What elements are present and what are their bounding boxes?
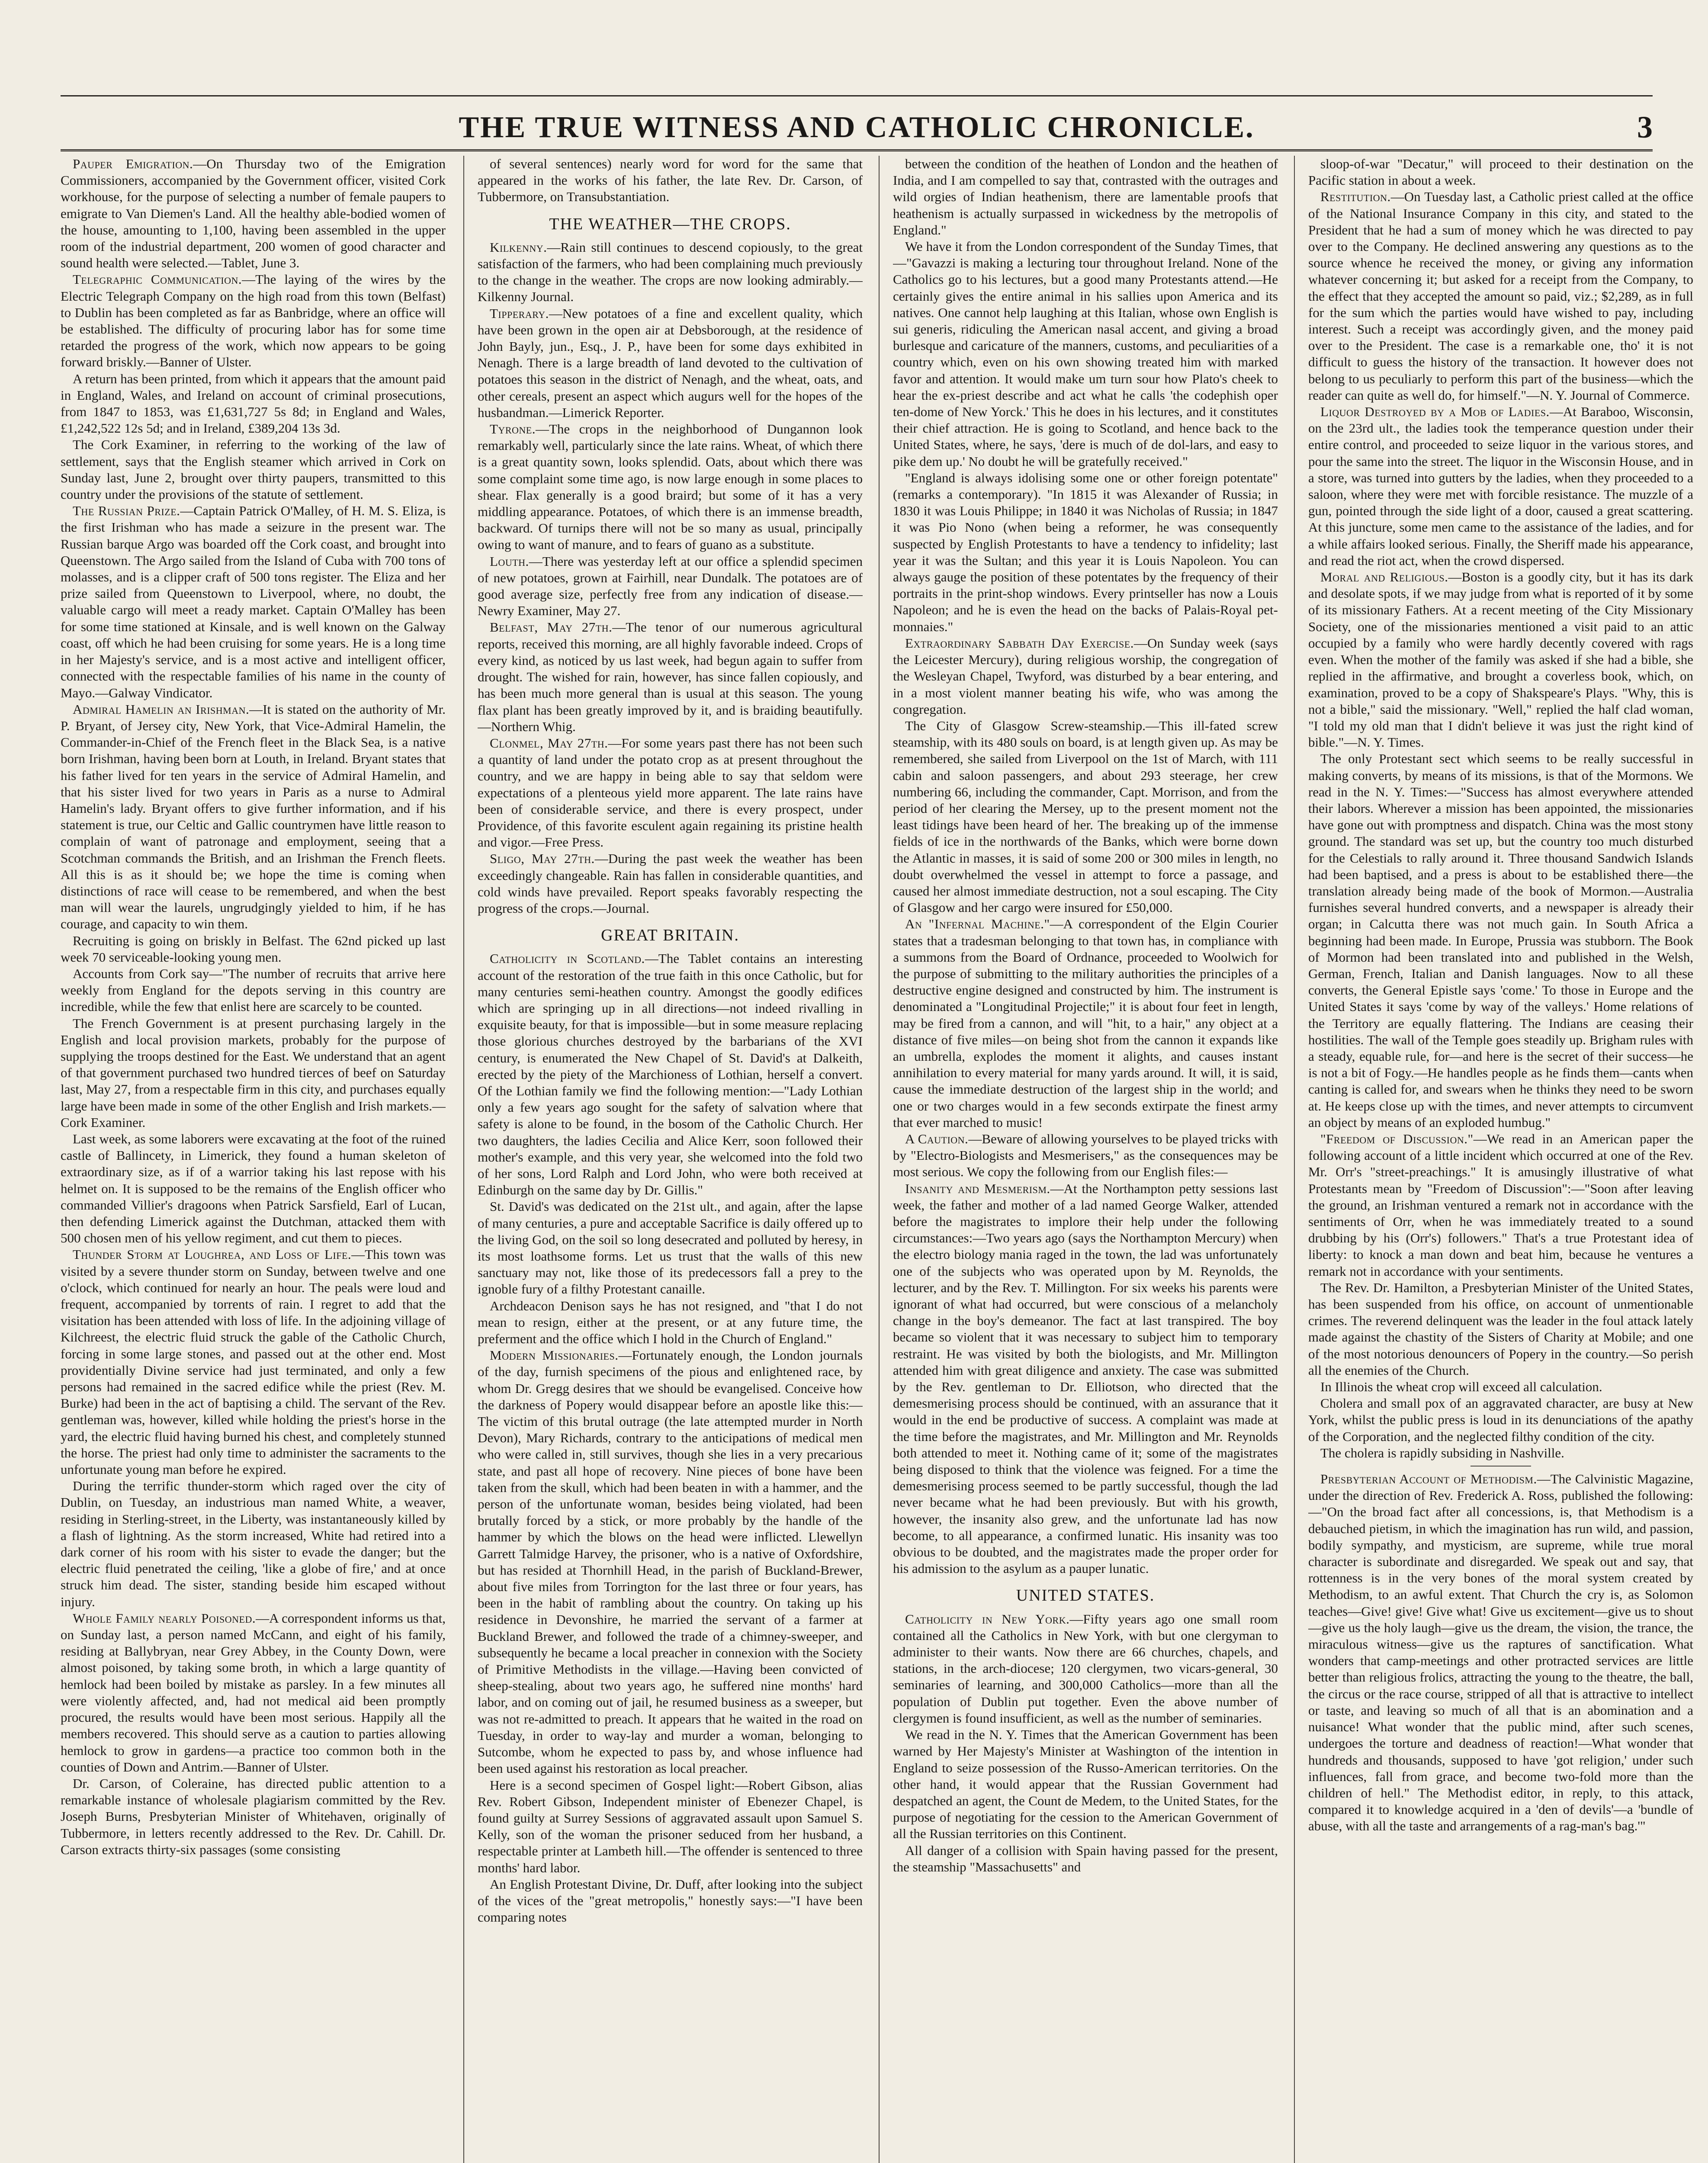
- page-number: 3: [1637, 110, 1653, 144]
- article-text: The cholera is rapidly subsiding in Nashville.: [1320, 1445, 1564, 1460]
- article-paragraph: [61, 966, 446, 1015]
- article-lead: Whole Family nearly Poisoned.: [73, 1610, 256, 1626]
- article-paragraph: [1308, 1280, 1693, 1379]
- article-text: In Illinois the wheat crop will exceed all calculation.: [1320, 1379, 1602, 1395]
- article-paragraph: [61, 1775, 446, 1858]
- article-text: St. David's was dedicated on the 21st ult., and again, after the lapse of many centuries, a pure and acceptable Sacrifice is daily offered up to the living God, on the soil so long desecrated and polluted by heresy, in its most loathsome forms. Let us trust that the walls of this new sanctuary may not, like those of its predecessors fall a prey to the ignoble fury of a filthy Protestant canaille.: [478, 1199, 863, 1297]
- article-paragraph: [478, 421, 863, 553]
- article-text: —For some years past there has not been such a quantity of land under the potato crop as at present throughout the country, and we are happy in being able to say that seldom were expectations of a plenteous yield more apparent. The late rains have been of considerable service, and there is every prospect, under Providence, of this favorite esculent again regaining its pristine health and vigor.—Free Press.: [478, 735, 863, 850]
- article-text: —A correspondent informs us that, on Sunday last, a person named McCann, and eight of his family, residing at Ballybryan, near Grey Abbey, in the County Down, were almost poisoned, by taking some broth, in which a large quantity of hemlock had been boiled by mistake as parsley. In a few minutes all were violently affected, and, had not medical aid been promptly procured, the results would have been most serious. Happily all the members recovered. This should serve as a caution to parties allowing hemlock to grow in gardens—a practice too common both in the counties of Down and Antrim.—Banner of Ulster.: [61, 1610, 446, 1775]
- article-paragraph: [61, 436, 446, 503]
- article-lead: Extraordinary Sabbath Day Exercise.: [905, 635, 1134, 651]
- article-text: All danger of a collision with Spain having passed for the present, the steamship "Massachusetts" and: [893, 1842, 1278, 1874]
- article-paragraph: [1308, 404, 1693, 569]
- article-lead: Thunder Storm at Loughrea, and Loss of Life.: [73, 1247, 352, 1262]
- article-paragraph: [61, 1246, 446, 1478]
- article-paragraph: [1308, 1379, 1693, 1395]
- article-paragraph: [1308, 156, 1693, 189]
- article-text: —It is stated on the authority of Mr. P. Bryant, of Jersey city, New York, that Vice-Admiral Hamelin, the Commander-in-Chief of the French fleet in the Black Sea, is a native born Irishman, having been born at Louth, in Ireland. Bryant states that his father lived for ten years in the service of Admiral Hamelin, and that his sister lived for two years in Paris as a nurse to Admiral Hamelin's lady. Bryant offers to give further information, and if his statement is true, our Celtic and Gallic countrymen have little reason to complain of want of patronage and employment, seeing that a Scotchman commands the British, and an Irishman the French fleets. All this is as it should be; we hope the time is coming when distinctions of race will cease to be remembered, and when the best man will wear the laurels, ungrudgingly yielded to him, if he has courage, and capacity to win them.: [61, 701, 446, 932]
- article-text: The City of Glasgow Screw-steamship.—This ill-fated screw steamship, with its 480 souls on board, is at length given up. As may be remembered, she sailed from Liverpool on the 1st of March, with 111 cabin and saloon passengers, and about 293 steerage, her crew numbering 66, including the commander, Capt. Morrison, and from the period of her clearing the Mersey, up to the present moment not the least tidings have been heard of her. The breaking up of the immense fields of ice in the northwards of the Banks, which were borne down the Atlantic in masses, it is said of some 200 or 300 miles in length, no doubt overwhelmed the vessel in attempt to force a passage, and caused her almost immediate destruction, not a soul escaping. The City of Glasgow and her cargo were insured for £50,000.: [893, 718, 1278, 915]
- article-text: Cholera and small pox of an aggravated character, are busy at New York, whilst the public press is loud in its denunciations of the apathy of the Corporation, and the neglected filthy condition of the city.: [1308, 1396, 1693, 1444]
- column-1: [61, 156, 446, 2163]
- article-text: —On Tuesday last, a Catholic priest called at the office of the National Insurance Company in this city, and stated to the President that he had a sum of money which he was directed to pay over to the Company. He declined answering any questions as to the source whence he received the money, or giving any information whatever concerning it; but asked for a receipt from the Company, to the effect that they accepted the amount so paid, viz.; $2,289, as in full for the sum which the parties would have wished to pay, including interest. Such a receipt was accordingly given, and the money paid over to the President. The case is a remarkable one, tho' it is not difficult to guess the history of the transaction. It however does not belong to us peculiarly to perform this part of the business—which the reader can quite as well do, for himself."—N. Y. Journal of Commerce.: [1308, 189, 1693, 403]
- article-text: —The Calvinistic Magazine, under the direction of Rev. Frederick A. Ross, published the following:—"On the broad fact after all concessions, is, that Methodism is a debauched pietism, in which the imagination has run wild, and passion, bodily sympathy, and mysticism, are supreme, while true moral character is subordinate and disregarded. We speak out and say, that rottenness is in the very bones of the moral system created by Methodism, to an awful extent. That Church the cry is, as Solomon teaches—Give! give! Give what! Give us excitement—give us to shout—give us the holy laugh—give us the dream, the vision, the trance, the miraculous witness—give us the raptures of sanctification. What wonders that camp-meetings and other protracted services are little better than religious frolics, attracting the young to the theatre, the ball, the circus or the race course, stripped of all that is attractive to intellect or taste, and leaving so much of all that is an abomination and a nuisance! What wonder that the public mind, after such scenes, undergoes the torture and deadness of reaction!—What wonder that hundreds and thousands, supposed to have 'got religion,' under such influences, fall from grace, and become two-fold more than the children of hell." The Methodist editor, in reply, to this attack, compared it to knowledge acquired in a 'den of devils'—a 'bundle of abuse, with all the taste and arrangements of a rag-man's bag.'": [1308, 1471, 1693, 1834]
- article-lead: Pauper Emigration.: [73, 156, 193, 171]
- article-text: —Beware of allowing yourselves to be played tricks with by "Electro-Biologists and Mesmerisers," as the consequences may be most serious. We copy the following from our English files:—: [893, 1131, 1278, 1180]
- article-text: —Boston is a goodly city, but it has its dark and desolate spots, if we may judge from what is reported of it by some of its missionary Fathers. At a recent meeting of the City Missionary Society, one of the missionaries mentioned a visit paid to an attic occupied by a family who were hardly decently covered with rags even. When the mother of the family was asked if she had a bible, she replied in the affirmative, and brought a coverless book, which, on examination, proved to be a copy of Shakspeare's Plays. "Why, this is not a bible," said the missionary. "Well," replied the half clad woman, "I told my old man that I didn't believe it was just the right kind of bible."—N. Y. Times.: [1308, 569, 1693, 750]
- column-divider: [879, 156, 880, 2163]
- article-lead: An "Infernal Machine.": [905, 916, 1050, 932]
- article-text: —On Thursday two of the Emigration Commissioners, accompanied by the Government officer, visited Cork workhouse, for the purpose of selecting a number of female paupers to emigrate to Van Diemen's Land. All the healthy able-bodied women of the house, amounting to 1,100, having been assembled in the upper room of the industrial department, 200 women of good character and sound health were selected.—Tablet, June 3.: [61, 156, 446, 271]
- article-paragraph: [61, 1131, 446, 1246]
- article-paragraph: [893, 470, 1278, 635]
- article-paragraph: [478, 850, 863, 917]
- article-paragraph: [1308, 569, 1693, 751]
- article-paragraph: [1308, 1395, 1693, 1445]
- article-paragraph: [893, 1131, 1278, 1181]
- article-text: Here is a second specimen of Gospel light:—Robert Gibson, alias Rev. Robert Gibson, Independent minister of Ebenezer Chapel, is found guilty at Surrey Sessions of aggravated assault upon Samuel S. Kelly, son of the woman the prisoner seduced from her husband, a respectable printer at Lambeth hill.—The offender is sentenced to three months' hard labor.: [478, 1777, 863, 1875]
- article-paragraph: [478, 239, 863, 305]
- article-paragraph: [478, 553, 863, 619]
- article-lead: Presbyterian Account of Methodism.: [1320, 1471, 1537, 1487]
- article-text: "England is always idolising some one or other foreign potentate" (remarks a contemporary). "In 1815 it was Alexander of Russia; in 1830 it was Louis Philippe; in 1840 it was Nicholas of Russia; in 1847 it was Pio Nono (when being a reformer, he was consequently suspected by English Protestants to have a tendency to infidelity; last year it was the Sultan; and this year it is Louis Napoleon. You can always gauge the position of these potentates by the frequency of their portraits in the print-shop windows. Every printseller has now a Louis Napoleon; and he is even the head on the backs of Palais-Royal pet-monnaies.": [893, 470, 1278, 634]
- article-paragraph: [893, 238, 1278, 470]
- article-paragraph: [893, 1611, 1278, 1727]
- article-text: sloop-of-war "Decatur," will proceed to their destination on the Pacific station in about a week.: [1308, 156, 1693, 188]
- article-paragraph: [893, 635, 1278, 718]
- article-text: We have it from the London correspondent of the Sunday Times, that—"Gavazzi is making a lecturing tour throughout Ireland. None of the Catholics go to his lectures, but a good many Protestants attend.—He certainly gives the entire animal in his sallies upon America and its natives. One cannot help laughing at this Italian, whose own English is sui generis, ridiculing the American nasal accent, and giving a broad burlesque and caricature of the manners, customs, and peculiarities of a country which, even on his own showing treated him with marked favor and attention. It would make um turn sour how Plato's cheek to hear the ex-priest describe and act what he calls 'the codephish oper ten-dome of New Yorck.' This he does in his lectures, and it constitutes their chief attraction. He is going to Scotland, and hence back to the United States, where, he says, 'dere is much of de dol-lars, and easy to pike dem up.' No doubt he will be gratefully received.": [893, 239, 1278, 469]
- article-text: —The crops in the neighborhood of Dungannon look remarkably well, particularly since the late rains. Wheat, of which there is a great quantity sown, looks splendid. Oats, about which there was some complaint some time ago, is now large enough in some places to shear. Flax generally is a good braird; but some of it has a very middling appearance. Potatoes, of which there is an immense breadth, backward. Of turnips there will not be so many as usual, principally owing to want of manure, and to fears of guano as a substitute.: [478, 421, 863, 552]
- article-lead: Sligo, May 27th.: [490, 851, 595, 866]
- column-divider: [463, 156, 464, 2163]
- article-text: Last week, as some laborers were excavating at the foot of the ruined castle of Ballincety, in Limerick, they found a human skeleton of extraordinary size, as if of a warrior taking his last repose with his helmet on. It is supposed to be the remains of the English officer who commanded Villier's dragoons when Patrick Sarsfield, Earl of Lucan, then defending Limerick against the Dutchman, attacked them with 500 chosen men of his yellow regiment, and cut them to pieces.: [61, 1131, 446, 1246]
- article-paragraph: [61, 371, 446, 437]
- article-lead: A Caution.: [905, 1131, 969, 1146]
- article-text: —Rain still continues to descend copiously, to the great satisfaction of the farmers, who had been complaining much previously to the change in the weather. The crops are now looking admirably.—Kilkenny Journal.: [478, 239, 863, 305]
- article-text: Recruiting is going on briskly in Belfast. The 62nd picked up last week 70 serviceable-looking young men.: [61, 933, 446, 965]
- article-text: Accounts from Cork say—"The number of recruits that arrive here weekly from England for the depots serving in this country are incredible, while the few that enlist here are scarcely to be counted.: [61, 966, 446, 1014]
- article-lead: Moral and Religious.: [1320, 569, 1448, 585]
- section-heading: GREAT BRITAIN.: [601, 926, 739, 945]
- article-paragraph: [893, 1727, 1278, 1842]
- article-paragraph: [893, 718, 1278, 916]
- article-text: Archdeacon Denison says he has not resigned, and "that I do not mean to resign, either at the present, or at any future time, the preferment and the office which I hold in the Church of England.": [478, 1298, 863, 1347]
- article-paragraph: [478, 1876, 863, 1926]
- article-lead: Belfast, May 27th.: [490, 619, 613, 635]
- article-paragraph: [893, 1842, 1278, 1875]
- article-lead: Admiral Hamelin an Irishman.: [73, 701, 250, 717]
- column-2: [478, 156, 863, 2163]
- article-text: —At the Northampton petty sessions last week, the father and mother of a lad named George Walker, attended before the magistrates to implore their help under the following circumstances:—Two years ago (says the Northampton Mercury) when the electro biology mania raged in the town, the lad was unfortunately one of the subjects who was operated upon by M. Reynolds, the lecturer, and by the Rev. T. Millington. For six weeks his parents were ignorant of what had occurred, but were conscious of a melancholy change in the boy's demeanor. The fact at last transpired. The boy became so violent that it was necessary to subject him to temporary restraint. He was visited by both the biologists, and Mr. Millington attended him with great diligence and anxiety. The case was submitted by the Rev. gentleman to Dr. Elliotson, who directed that the demesmerising process should be continued, with an assurance that it would in the end be productive of success. A complaint was made at the time before the magistrates, and Mr. Millington and Mr. Reynolds both attended to meet it. Nothing came of it; some of the magistrates being disposed to think that the violence was feigned. For a time the demesmerising process seemed to be partly successful, though the lad never became what he had been previously. But with his growth, however, the insanity also grew, and the unfortunate lad has now become, to all appearance, a confirmed lunatic. His insanity was too obvious to be doubted, and the magistrates made the proper order for his admission to the asylum as a pauper lunatic.: [893, 1181, 1278, 1576]
- article-lead: Louth.: [490, 553, 529, 569]
- article-text: of several sentences) nearly word for word for the same that appeared in the works of his father, the late Rev. Dr. Carson, of Tubbermore, on Transubstantiation.: [478, 156, 863, 205]
- article-text: —This town was visited by a severe thunder storm on Sunday, between twelve and one o'clock, which continued for nearly an hour. The peals were loud and frequent, accompanied by torrents of rain. I regret to add that the visitation has been attended with loss of life. In the adjoining village of Kilchreest, the electric fluid struck the gable of the Catholic Church, forcing in some large stones, and passed out at the other end. Most providentially Divine service had just terminated, and only a few persons had remained in the sacred edifice while the priest (Rev. M. Burke) had been in the act of baptising a child. The servant of the Rev. gentleman was, however, killed while holding the priest's horse in the yard, the electric fluid having burned his chest, and completely stunned the horse. The priest had only time to administer the sacraments to the unfortunate young man before he expired.: [61, 1247, 446, 1477]
- article-text: —Fifty years ago one small room contained all the Catholics in New York, with but one clergyman to administer to their wants. Now there are 66 churches, chapels, and stations, in the arch-diocese; 120 clergymen, two vicars-general, 30 seminaries of learning, and 300,000 Catholics—more than all the population of Dublin put together. Even the above number of clergymen is found insufficient, as well as the number of seminaries.: [893, 1611, 1278, 1726]
- article-paragraph: [478, 619, 863, 735]
- masthead-bottom-rule: [61, 149, 1653, 151]
- article-paragraph: [478, 1347, 863, 1777]
- newspaper-title: THE TRUE WITNESS AND CATHOLIC CHRONICLE.: [459, 111, 1255, 144]
- section-rule: [1470, 1466, 1531, 1467]
- article-text: between the condition of the heathen of London and the heathen of India, and I am compelled to say that, contrasted with the outrages and wild orgies of Indian heathenism, there are lamentable proofs that heathenism is actually surpassed in wickedness by the metropolis of England.": [893, 156, 1278, 237]
- article-text: —There was yesterday left at our office a splendid specimen of new potatoes, grown at Fairhill, near Dundalk. The potatoes are of good average size, perfectly free from any indication of disease.—Newry Examiner, May 27.: [478, 553, 863, 619]
- article-paragraph: [61, 1015, 446, 1131]
- masthead-top-rule: [61, 95, 1653, 96]
- masthead: [61, 97, 1653, 149]
- article-text: During the terrific thunder-storm which raged over the city of Dublin, on Tuesday, an industrious man named White, a weaver, residing in Sterling-street, in the Liberty, was instantaneously killed by a flash of lightning. As the storm increased, White had retired into a dark corner of his room with his sister to evade the danger; but the electric fluid penetrated the ceiling, 'like a globe of fire,' and at once struck him dead. The sister, standing beside him escaped without injury.: [61, 1478, 446, 1609]
- article-paragraph: [478, 1198, 863, 1297]
- article-paragraph: [478, 305, 863, 421]
- article-text: The Cork Examiner, in referring to the working of the law of settlement, says that the English steamer which arrived in Cork on Sunday last, June 2, brought over thirty paupers, transmitted to this country under the provisions of the statute of settlement.: [61, 437, 446, 502]
- column-4: [1308, 156, 1693, 2163]
- article-paragraph: [61, 503, 446, 701]
- article-text: The only Protestant sect which seems to be really successful in making converts, by means of its missions, is that of the Mormons. We read in the N. Y. Times:—"Success has almost everywhere attended their labors. Wherever a mission has been appointed, the missionaries have gone out with promptness and dispatch. China was the most stony ground. The standard was set up, but the country too much disturbed for the Celestials to rally around it. Three thousand Sandwich Islands had been baptised, and a press is about to be established there—the translation already being made of the book of Mormon.—Australia furnishes several hundred converts, and a newspaper is already their organ; in Calcutta there was not much gain. In South Africa a beginning had been made. In Europe, Prussia was stubborn. The Book of Mormon had been translated into and published in the Welsh, German, French, Italian and Danish languages. Now to all these converts, the General Epistle says 'come.' To those in Europe and the United States it says 'come by way of the valleys.' Home relations of the Territory are equally flattering. The Indians are ceasing their hostilities. The wall of the Temple goes steadily up. Brigham rules with a steady, equable rule, for—and here is the secret of their success—he is not a bit of Fogy.—He handles people as he finds them—cants when canting is called for, and swears when he thinks they need to be sworn at. He keeps close up with the times, and never attempts to circumvent an object by means of an exploded humbug.": [1308, 751, 1693, 1130]
- article-text: —At Baraboo, Wisconsin, on the 23rd ult., the ladies took the temperance question under their entire control, and proceeded to seize liquor in the various stores, and pour the same into the street. The liquor in the Wisconsin House, and in a store, was turned into gutters by the ladies, when they proceeded to a saloon, where they were met with forcible resistance. The muzzle of a gun, pointed through the side light of a door, caused a great scattering. At this juncture, some men came to the assistance of the ladies, and for a while affairs looked serious. Finally, the Sheriff made his appearance, and read the riot act, when the crowd dispersed.: [1308, 404, 1693, 568]
- article-lead: Telegraphic Communication.: [73, 272, 242, 287]
- article-paragraph: [61, 933, 446, 966]
- article-lead: Catholicity in Scotland.: [490, 951, 645, 966]
- article-text: —The laying of the wires by the Electric Telegraph Company on the high road from this town (Belfast) to Dublin has been completed as far as Banbridge, where an office will be established. The difficulty of procuring labor has for some time retarded the progress of the work, which now appears to be going forward briskly.—Banner of Ulster.: [61, 272, 446, 370]
- article-text: —The tenor of our numerous agricultural reports, received this morning, are all highly favorable indeed. Crops of every kind, as noticed by us last week, had begun again to suffer from drought. The wished for rain, however, has since fallen copiously, and has been much more general than is usual at this season. The young flax plant has been greatly improved by it, and is braiding beautifully.—Northern Whig.: [478, 619, 863, 734]
- article-paragraph: [478, 950, 863, 1198]
- article-lead: "Freedom of Discussion.": [1320, 1131, 1474, 1146]
- article-lead: Restitution.: [1320, 189, 1391, 205]
- article-paragraph: [893, 156, 1278, 238]
- article-lead: The Russian Prize.: [73, 503, 180, 519]
- article-paragraph: [893, 1181, 1278, 1577]
- article-paragraph: [61, 701, 446, 933]
- article-paragraph: [1308, 189, 1693, 404]
- article-paragraph: [1308, 1471, 1693, 1834]
- article-lead: Catholicity in New York.: [905, 1611, 1070, 1627]
- article-text: —Fortunately enough, the London journals of the day, furnish specimens of the pious and enlightened race, by whom Dr. Gregg desires that we should be evangelised. Conceive how the darkness of Popery would disappear before an apostle like this:—The victim of this brutal outrage (the late attempted murder in North Devon), Mary Richards, contrary to the anticipations of medical men who were called in, still survives, though she lies in a very precarious state, and past all hope of recovery. Nine pieces of bone have been taken from the skull, which had been beaten in with a hammer, and the person of the unfortunate woman, besides being violated, had been brutally forced by a stick, or more probably by the handle of the hammer by which the blows on the head were inflicted. Llewellyn Garrett Talmidge Harvey, the prisoner, who is a native of Oxfordshire, but has resided at Thornhill Head, in the parish of Buckland-Brewer, about five miles from Torrington for the last three or four years, has been in the habit of rambling about the country. On taking up his residence in Devonshire, he married the servant of a farmer at Buckland Brewer, and followed the trade of a chimney-sweeper, and subsequently he became a local preacher in connexion with the Society of Primitive Methodists in the village.—Having been convicted of sheep-stealing, about two years ago, he suffered nine months' hard labor, and on coming out of jail, he resumed business as a sweeper, but was not re-admitted to preach. It appears that he waited in the road on Tuesday, in order to way-lay and murder a woman, belonging to Sutcombe, whom he expected to pass by, and whose influence had been used against his restoration as local preacher.: [478, 1348, 863, 1776]
- article-text: The Rev. Dr. Hamilton, a Presbyterian Minister of the United States, has been suspended from his office, on account of unmentionable crimes. The reverend delinquent was the leader in the foul attack lately made against the chastity of the Sisters of Charity at Mobile; and one of the most notorious denouncers of Popery in the country.—So perish all the enemies of the Church.: [1308, 1280, 1693, 1378]
- article-paragraph: [61, 271, 446, 370]
- article-lead: Clonmel, May 27th.: [490, 735, 608, 751]
- article-paragraph: [61, 1610, 446, 1775]
- article-text: —On Sunday week (says the Leicester Mercury), during religious worship, the congregation of the Wesleyan Chapel, Twyford, was disturbed by a bear entering, and in a most violent manner beating his wife, who was among the congregation.: [893, 635, 1278, 717]
- article-paragraph: [478, 1298, 863, 1348]
- article-text: —Captain Patrick O'Malley, of H. M. S. Eliza, is the first Irishman who has made a seizure in the present war. The Russian barque Argo was boarded off the Cork coast, and brought into Queenstown. The Argo sailed from the Island of Cuba with 700 tons of molasses, and is a clipper craft of 500 tons register. The Eliza and her prize sailed from Queenstown to Liverpool, where, no doubt, the valuable cargo will meet a ready market. Captain O'Malley has been for some time stationed at Kinsale, and is well known on the Galway coast, off which he had been cruising for some years. He is a long time in her Majesty's service, and is a most active and intelligent officer, connected with the respectable families of his name in the county of Mayo.—Galway Vindicator.: [61, 503, 446, 700]
- article-text: —During the past week the weather has been exceedingly changeable. Rain has fallen in considerable quantities, and cold winds have prevailed. Report speaks favorably respecting the progress of the crops.—Journal.: [478, 851, 863, 916]
- article-text: —New potatoes of a fine and excellent quality, which have been grown in the open air at Debsborough, at the residence of John Bayly, jun., Esq., J. P., have been for some days exhibited in Nenagh. There is a large breadth of land devoted to the cultivation of potatoes this season in the district of Nenagh, and the wheat, oats, and other cereals, present an aspect which augurs well for the hopes of the husbandman.—Limerick Reporter.: [478, 305, 863, 420]
- article-lead: Liquor Destroyed by a Mob of Ladies.: [1320, 404, 1550, 420]
- column-3: [893, 156, 1278, 2163]
- article-paragraph: [61, 156, 446, 271]
- article-paragraph: [1308, 1131, 1693, 1280]
- article-paragraph: [1308, 1445, 1693, 1461]
- article-lead: Kilkenny.: [490, 239, 547, 255]
- article-paragraph: [893, 916, 1278, 1131]
- article-text: —The Tablet contains an interesting account of the restoration of the true faith in this once Catholic, but for many centuries semi-heathen country. Amongst the goodly edifices which are springing up in all directions—not indeed rivalling in exquisite beauty, for that is impossible—but in some measure replacing those glorious churches destroyed by the barbarians of the XVI century, is enumerated the New Chapel of St. David's at Dalkeith, erected by the piety of the Marchioness of Lothian, herself a convert. Of the Lothian family we find the following mention:—"Lady Lothian only a few years ago sought for the safety of salvation where that safety is alone to be found, in the bosom of the Catholic Church. Her two daughters, the ladies Cecilia and Alice Kerr, soon followed their mother's example, and this very year, she welcomed into the fold two of her sons, Lord Ralph and Lord John, who were both received at Edinburgh on the same day by Dr. Gillis.": [478, 951, 863, 1198]
- article-lead: Modern Missionaries.: [490, 1348, 619, 1363]
- article-text: Dr. Carson, of Coleraine, has directed public attention to a remarkable instance of wholesale plagiarism committed by the Rev. Joseph Burns, Presbyterian Minister of Whitehaven, originally of Tubbermore, in letters recently addressed to the Rev. Dr. Cahill. Dr. Carson extracts thirty-six passages (some consisting: [61, 1775, 446, 1857]
- article-paragraph: [478, 1777, 863, 1876]
- article-text: —We read in an American paper the following account of a little incident which occurred at one of the Rev. Mr. Orr's "street-preachings." It is amusingly illustrative of what Protestants mean by "Freedom of Discussion":—"Soon after leaving the ground, an Irishman ventured a remark not in accordance with the sentiments of Orr, when he was immediately treated to a sound drubbing by his (Orr's) followers." That's a true Protestant idea of liberty: to knock a man down and beat him, because he ventures a remark not in accordance with your sentiments.: [1308, 1131, 1693, 1279]
- article-lead: Insanity and Mesmerism.: [905, 1181, 1050, 1196]
- article-text: —A correspondent of the Elgin Courier states that a tradesman belonging to that town has, in compliance with a summons from the Board of Ordnance, proceeded to Woolwich for the purpose of submitting to the military authorities the principles of a destructive engine designed and constructed by him. The instrument is denominated a "Longitudinal Projectile;" it is about four feet in length, may be fired from a cannon, and will "hit, to a hair," any object at a distance of five miles—on being shot from the cannon it expands like an umbrella, explodes the moment it alights, and causes instant annihilation to every material for many yards around. It will, it is said, cause the immediate destruction of the largest ship in the world; and one or two charges would in a few seconds extirpate the finest army that ever marched to music!: [893, 916, 1278, 1130]
- article-text: An English Protestant Divine, Dr. Duff, after looking into the subject of the vices of the "great metropolis," honestly says:—"I have been comparing notes: [478, 1876, 863, 1925]
- article-paragraph: [478, 735, 863, 850]
- article-paragraph: [478, 156, 863, 205]
- article-text: A return has been printed, from which it appears that the amount paid in England, Wales, and Ireland on account of criminal prosecutions, from 1847 to 1853, was £1,631,727 5s 8d; in England and Wales, £1,242,522 12s 5d; and in Ireland, £389,204 13s 3d.: [61, 371, 446, 436]
- section-heading: UNITED STATES.: [1016, 1586, 1155, 1605]
- section-heading: THE WEATHER—THE CROPS.: [549, 215, 791, 233]
- article-lead: Tyrone.: [490, 421, 536, 437]
- column-divider: [1294, 156, 1295, 2163]
- article-text: The French Government is at present purchasing largely in the English and local provision markets, probably for the purpose of supplying the troops destined for the East. We understand that an agent of that government purchased two hundred tierces of beef on Saturday last, May 27, from a respectable firm in this city, and purchases equally large have been made in some of the other English and Irish markets.—Cork Examiner.: [61, 1015, 446, 1130]
- article-lead: Tipperary.: [490, 305, 549, 321]
- article-paragraph: [61, 1478, 446, 1610]
- article-text: We read in the N. Y. Times that the American Government has been warned by Her Majesty's Minister at Washington of the intention in England to seize possession of the Russo-American territories. On the other hand, it would appear that the Russian Government had despatched an agent, the Count de Medem, to the United States, for the purpose of negotiating for the cession to the American Government of all the Russian territories on this Continent.: [893, 1727, 1278, 1842]
- article-paragraph: [1308, 751, 1693, 1131]
